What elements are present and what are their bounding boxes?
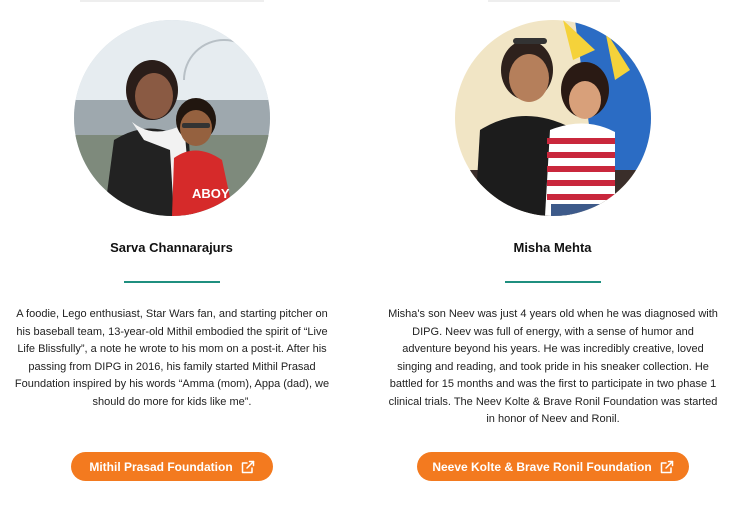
profile-photo <box>74 20 270 216</box>
profile-photo <box>455 20 651 216</box>
profile-name: Sarva Channarajurs <box>110 240 233 255</box>
name-divider <box>505 281 601 283</box>
name-divider <box>124 281 220 283</box>
profile-name: Misha Mehta <box>513 240 592 255</box>
button-label: Neeve Kolte & Brave Ronil Foundation <box>432 459 652 474</box>
button-label: Mithil Prasad Foundation <box>89 459 233 474</box>
profile-description: A foodie, Lego enthusiast, Star Wars fan, and starting pitcher on his baseball team, 13-year-old Mithil embodied the spirit of “Live Life Blissfully”, a note he wrote to his mom on a post-it. After his passing from DIPG in 2016, his family started Mithil Prasad Foundation inspired by his words “Amma (mom), Appa (dad), we should do more for kids like me”. <box>14 308 330 408</box>
svg-text:ABOY: ABOY <box>192 186 230 201</box>
mithil-prasad-foundation-button[interactable] <box>71 452 273 481</box>
external-link-icon <box>241 460 255 474</box>
external-link-icon <box>660 460 674 474</box>
profile-card-misha <box>375 0 750 508</box>
neeve-kolte-foundation-button[interactable] <box>417 452 689 481</box>
profile-description: Misha's son Neev was just 4 years old when he was diagnosed with DIPG. Neev was full of energy, with a sense of humor and adventure beyond his years. He was incredibly creative, loved singing and reading, and took pride in his sneaker collection. He battled for 15 months and was the first to participate in two phase 1 clinical trials. The Neev Kolte & Brave Ronil Foundation was started in honor of Neev and Ronil. <box>388 308 718 425</box>
